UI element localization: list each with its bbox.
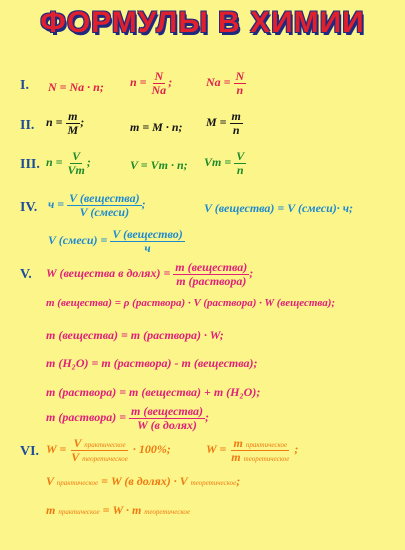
formula-i-1: N = Na · n; [48,80,104,94]
formula-vi-4: m практическое = W · m теоретическое [46,503,191,517]
formula-v-1: W (вещества в долях) = $\frac{\text{m (вещества)}}{\text{m (раствора)}}$ ; [46,260,254,288]
section-label-vi: VI. [20,444,40,459]
formula-iii-3: Vm = $\frac{V}{n}$ [204,149,245,177]
formula-iv-3: V (смеси) = $\frac{\text{V (вещество)}}{ч}$ [48,227,183,255]
formula-v-6: m (раствора) = $\frac{\text{m (вещества)}}{\text{W (в долях)}}$ ; [46,404,210,432]
formula-ii-3: M = $\frac{m}{n}$ [206,109,241,137]
formula-v-4: m (H₂O) = m (раствора) - m (вещества); [46,356,258,370]
formula-vi-3: V практическое = W (в долях) · V теоретическое; [46,474,241,488]
section-label-iii: III. [20,157,40,172]
formula-v-2: m (вещества) = ρ (раствора) · V (раствора) · W (вещества); [46,297,336,309]
formula-i-2: n = $\frac{N}{Na}$ ; [130,69,173,97]
section-label-iv: IV. [20,200,38,215]
formula-iv-2: V (вещества) = V (смеси)· ч; [204,201,354,215]
formula-iv-1: ч = $\frac{\text{V (вещества)}}{\text{V (смеси)}}$ ; [48,191,146,219]
formula-iii-1: n = $\frac{V}{Vm}$ ; [46,149,91,177]
section-label-i: I. [20,78,29,93]
section-label-ii: II. [20,118,35,133]
formula-ii-1: n = $\frac{m}{M}$ ; [46,109,85,137]
page-title: ФОРМУЛЫ В ХИМИИ [40,6,365,39]
formula-v-3: m (вещества) = m (раствора) · W; [46,328,224,342]
formula-vi-2: W = $\frac{\text{m практическое}}{\text{m теоретическое}}$ ; [206,436,299,464]
formula-vi-1: W = $\frac{\text{V практическое}}{\text{V теоретическое}}$ · 100%; [46,436,171,464]
formula-iii-2: V = Vm · n; [130,158,188,172]
formula-ii-2: m = M · n; [130,120,183,134]
formula-v-5: m (раствора) = m (вещества) + m (H₂O); [46,385,261,399]
formula-i-3: Na = $\frac{N}{n}$ [206,69,245,97]
section-label-v: V. [20,267,32,282]
